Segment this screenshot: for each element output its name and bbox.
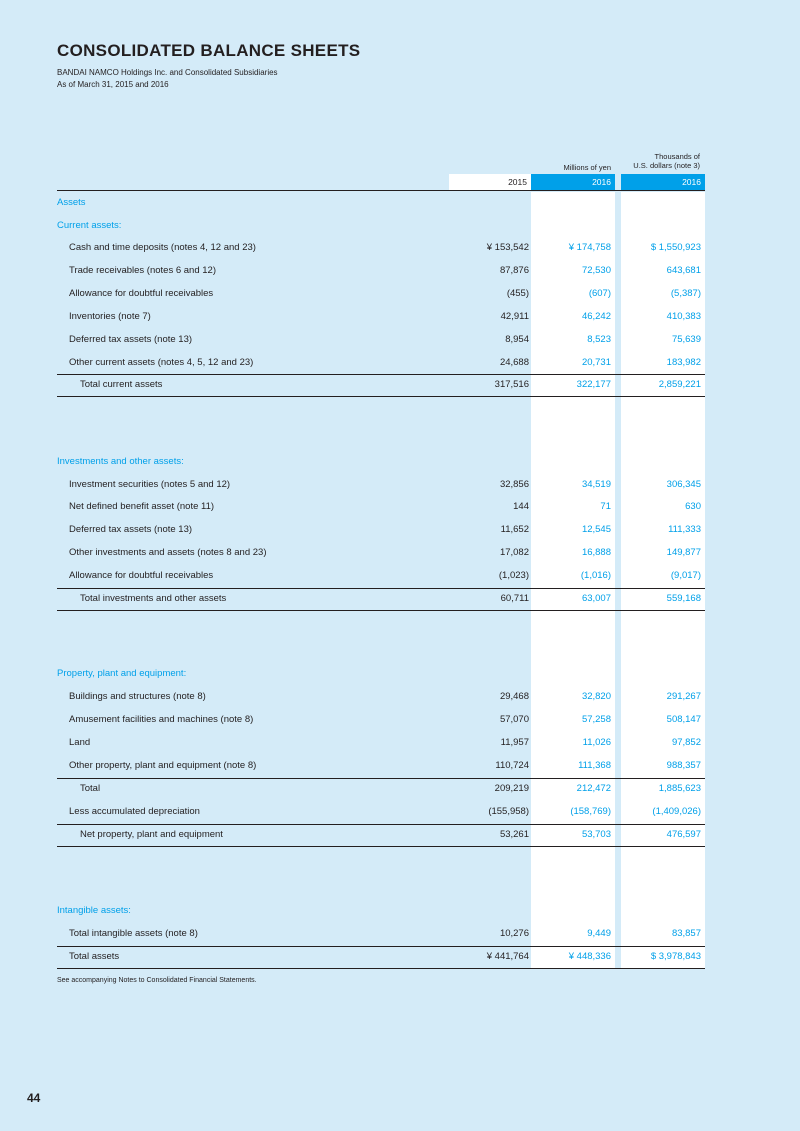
row-label: Investment securities (notes 5 and 12) (69, 479, 231, 490)
value-2016-yen: 11,026 (582, 737, 611, 748)
row-label: Allowance for doubtful receivables (69, 288, 214, 299)
value-2015-yen: 144 (513, 501, 529, 512)
value-2016-usd: 2,859,221 (658, 379, 701, 390)
value-2016-yen: 322,177 (576, 379, 611, 390)
value-2016-yen: 53,703 (581, 829, 611, 840)
row-label: Investments and other assets: (57, 456, 184, 467)
value-2016-yen: ¥ 174,758 (568, 242, 611, 253)
row-rule (57, 610, 705, 611)
row-rule (57, 824, 705, 825)
value-2015-yen: 60,711 (500, 593, 529, 604)
section-heading (57, 451, 705, 473)
row-label: Other investments and assets (notes 8 and 23) (69, 547, 267, 558)
total-row (57, 588, 705, 610)
row-label: Buildings and structures (note 8) (69, 691, 206, 702)
row-label: Intangible assets: (57, 905, 131, 916)
row-rule (57, 396, 705, 397)
value-2016-usd: 183,982 (666, 357, 701, 368)
value-2016-usd: $ 1,550,923 (650, 242, 701, 253)
section-heading (57, 192, 705, 214)
value-2015-yen: 17,082 (499, 547, 529, 558)
section-heading (57, 900, 705, 922)
value-2016-usd: (9,017) (670, 570, 701, 581)
year-2015-yen: 2015 (449, 174, 531, 190)
row-label: Assets (57, 197, 86, 208)
value-2016-usd: 291,267 (666, 691, 701, 702)
row-rule (57, 968, 705, 969)
table-row (57, 496, 705, 518)
value-2016-usd: 643,681 (666, 265, 701, 276)
row-label: Land (69, 737, 91, 748)
usd-unit-line2: U.S. dollars (note 3) (633, 161, 700, 170)
table-row (57, 801, 705, 823)
table-row (57, 755, 705, 777)
row-label: Inventories (note 7) (69, 311, 151, 322)
value-2016-usd: 988,357 (666, 760, 701, 771)
year-2016-yen: 2016 (531, 174, 615, 190)
value-2016-yen: 34,519 (581, 479, 611, 490)
header-rule (57, 190, 705, 191)
value-2016-usd: 508,147 (666, 714, 701, 725)
row-label: Current assets: (57, 220, 122, 231)
table-row (57, 352, 705, 374)
row-label: Deferred tax assets (note 13) (69, 524, 193, 535)
row-rule (57, 778, 705, 779)
value-2015-yen: 29,468 (499, 691, 529, 702)
value-2016-usd: 410,383 (666, 311, 701, 322)
value-2016-yen: (158,769) (570, 806, 611, 817)
value-2015-yen: 10,276 (499, 928, 529, 939)
table-row (57, 283, 705, 305)
value-2016-yen: (607) (588, 288, 611, 299)
company-name: BANDAI NAMCO Holdings Inc. and Consolidated Subsidiaries (57, 68, 278, 77)
value-2016-yen: 9,449 (587, 928, 611, 939)
table-row (57, 946, 705, 968)
value-2015-yen: (1,023) (498, 570, 529, 581)
value-2016-usd: 559,168 (666, 593, 701, 604)
value-2016-yen: 57,258 (581, 714, 611, 725)
table-row (57, 237, 705, 259)
value-2015-yen: (155,958) (488, 806, 529, 817)
value-2015-yen: (455) (506, 288, 529, 299)
value-2015-yen: ¥ 153,542 (486, 242, 529, 253)
value-2015-yen: 57,070 (499, 714, 529, 725)
section-heading (57, 663, 705, 685)
row-label: Amusement facilities and machines (note 8) (69, 714, 254, 725)
value-2016-usd: (5,387) (670, 288, 701, 299)
value-2016-usd: 630 (685, 501, 701, 512)
value-2015-yen: 110,724 (495, 760, 529, 771)
total-row (57, 778, 705, 800)
total-row (57, 374, 705, 396)
row-label: Trade receivables (notes 6 and 12) (69, 265, 216, 276)
total-row (57, 824, 705, 846)
as-of-date: As of March 31, 2015 and 2016 (57, 80, 169, 89)
page-number: 44 (27, 1091, 41, 1105)
page-title: CONSOLIDATED BALANCE SHEETS (57, 41, 361, 60)
value-2016-yen: 12,545 (581, 524, 611, 535)
value-2015-yen: 53,261 (499, 829, 529, 840)
value-2016-usd: 1,885,623 (658, 783, 701, 794)
value-2016-yen: 111,368 (578, 760, 611, 771)
row-label: Net defined benefit asset (note 11) (69, 501, 215, 512)
table-row (57, 329, 705, 351)
table-row (57, 542, 705, 564)
value-2015-yen: 24,688 (499, 357, 529, 368)
table-row (57, 474, 705, 496)
value-2016-usd: 476,597 (666, 829, 701, 840)
value-2016-yen: 16,888 (581, 547, 611, 558)
year-2016-usd: 2016 (621, 174, 705, 190)
value-2015-yen: 209,219 (494, 783, 529, 794)
row-rule (57, 846, 705, 847)
value-2016-usd: (1,409,026) (652, 806, 701, 817)
table-row (57, 306, 705, 328)
row-label: Net property, plant and equipment (80, 829, 223, 840)
row-label: Total (80, 783, 101, 794)
footnote: See accompanying Notes to Consolidated Financial Statements. (57, 977, 257, 984)
value-2016-yen: 32,820 (581, 691, 611, 702)
value-2016-yen: 20,731 (581, 357, 611, 368)
usd-unit-header (620, 152, 700, 170)
row-label: Total investments and other assets (80, 593, 227, 604)
row-label: Total current assets (80, 379, 163, 390)
value-2016-yen: 72,530 (581, 265, 611, 276)
row-label: Other property, plant and equipment (note 8) (69, 760, 257, 771)
row-label: Allowance for doubtful receivables (69, 570, 214, 581)
value-2015-yen: 87,876 (499, 265, 529, 276)
yen-unit-header: Millions of yen (563, 163, 611, 172)
value-2016-yen: 46,242 (581, 311, 611, 322)
value-2016-yen: 71 (600, 501, 611, 512)
value-2016-usd: 75,639 (671, 334, 701, 345)
value-2016-yen: ¥ 448,336 (568, 951, 611, 962)
value-2016-usd: 111,333 (668, 524, 701, 535)
value-2015-yen: 32,856 (499, 479, 529, 490)
row-rule (57, 374, 705, 375)
value-2016-yen: (1,016) (580, 570, 611, 581)
value-2015-yen: 11,652 (500, 524, 529, 535)
row-label: Other current assets (notes 4, 5, 12 and 23) (69, 357, 254, 368)
value-2016-usd: $ 3,978,843 (650, 951, 701, 962)
value-2016-yen: 8,523 (587, 334, 611, 345)
row-label: Property, plant and equipment: (57, 668, 187, 679)
row-label: Total assets (69, 951, 120, 962)
row-rule (57, 588, 705, 589)
table-row (57, 709, 705, 731)
row-rule (57, 946, 705, 947)
value-2016-usd: 97,852 (671, 737, 701, 748)
value-2016-usd: 83,857 (671, 928, 701, 939)
value-2016-yen: 63,007 (581, 593, 611, 604)
section-heading (57, 215, 705, 237)
value-2016-usd: 306,345 (666, 479, 701, 490)
row-label: Cash and time deposits (notes 4, 12 and 23) (69, 242, 256, 253)
value-2016-yen: 212,472 (576, 783, 611, 794)
table-row (57, 260, 705, 282)
value-2015-yen: 8,954 (505, 334, 529, 345)
table-row (57, 519, 705, 541)
value-2015-yen: 317,516 (494, 379, 529, 390)
value-2015-yen: 42,911 (500, 311, 529, 322)
value-2015-yen: ¥ 441,764 (486, 951, 529, 962)
table-row (57, 923, 705, 945)
row-label: Less accumulated depreciation (69, 806, 200, 817)
row-label: Total intangible assets (note 8) (69, 928, 198, 939)
table-row (57, 686, 705, 708)
table-row (57, 732, 705, 754)
row-label: Deferred tax assets (note 13) (69, 334, 193, 345)
table-row (57, 565, 705, 587)
value-2015-yen: 11,957 (500, 737, 529, 748)
usd-unit-line1: Thousands of (654, 152, 700, 161)
value-2016-usd: 149,877 (666, 547, 701, 558)
